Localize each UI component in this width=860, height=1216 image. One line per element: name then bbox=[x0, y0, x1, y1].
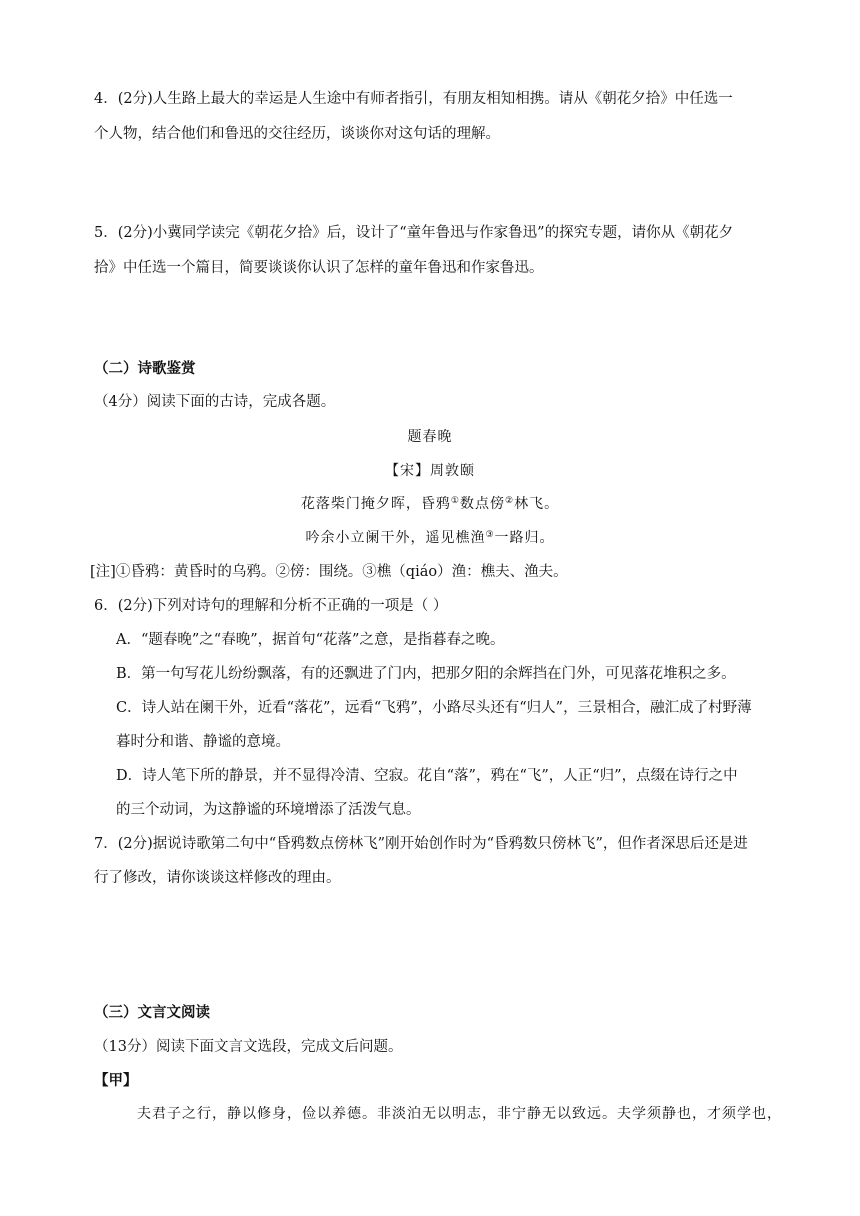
question-6-option-c-line-1: C．诗人站在阑干外，近看“落花”，远看“飞鸦”，小路尽头还有“归人”，三景相合，融汇成了村野薄 bbox=[116, 700, 752, 716]
poem-line-2 bbox=[0, 528, 860, 548]
footnote-marker-3: ③ bbox=[485, 530, 495, 540]
question-6-option-c-line-2: 暮时分和谐、静谧的意境。 bbox=[116, 734, 290, 750]
section-2-intro: （4分）阅读下面的古诗，完成各题。 bbox=[94, 394, 336, 410]
question-4-line-2: 个人物，结合他们和鲁迅的交往经历，谈谈你对这句话的理解。 bbox=[94, 126, 500, 142]
poem-line-2-part-a: 吟余小立阑干外，遥见樵渔 bbox=[305, 530, 486, 546]
question-6-stem: 6．(2分)下列对诗句的理解和分析不正确的一项是（ ） bbox=[94, 598, 448, 614]
question-7-line-2: 行了修改，请你谈谈这样修改的理由。 bbox=[94, 870, 341, 886]
question-6-option-a: A．“题春晚”之“春晚”，据首句“花落”之意，是指暮春之晚。 bbox=[116, 632, 505, 648]
question-6-option-d-line-1: D．诗人笔下所的静景，并不显得冷清、空寂。花自“落”，鸦在“飞”，人正“归”，点缀在诗行之中 bbox=[116, 768, 738, 784]
question-4-line-1: 4．(2分)人生路上最大的幸运是人生途中有师者指引，有朋友相知相携。请从《朝花夕拾》中任选一 bbox=[94, 91, 733, 107]
question-5-line-1: 5．(2分)小冀同学读完《朝花夕拾》后，设计了“童年鲁迅与作家鲁迅”的探究专题，请你从《朝花夕 bbox=[94, 225, 734, 241]
footnote-marker-1: ① bbox=[450, 496, 460, 506]
question-5-line-2: 拾》中任选一个篇目，简要谈谈你认识了怎样的童年鲁迅和作家鲁迅。 bbox=[94, 260, 544, 276]
question-6-option-b: B．第一句写花儿纷纷飘落，有的还飘进了门内，把那夕阳的余辉挡在门外，可见落花堆积之多。 bbox=[116, 666, 736, 682]
poem-title: 题春晚 bbox=[407, 429, 453, 445]
passage-label-jia: 【甲】 bbox=[94, 1072, 138, 1089]
poem-line-1-part-a: 花落柴门掩夕晖，昏鸦 bbox=[300, 496, 451, 512]
poem-line-2-part-b: 一路归。 bbox=[494, 530, 555, 546]
poem-note: [注]①昏鸦：黄昏时的乌鸦。②傍：围绕。③樵（qiáo）渔：樵夫、渔夫。 bbox=[90, 564, 568, 580]
section-2-heading: （二）诗歌鉴赏 bbox=[94, 360, 196, 377]
question-6-option-d-line-2: 的三个动词，为这静谧的环境增添了活泼气息。 bbox=[116, 802, 421, 818]
poem-author: 【宋】周敦颐 bbox=[385, 463, 475, 479]
poem-line-1-part-c: 林飞。 bbox=[514, 496, 560, 512]
footnote-marker-2: ② bbox=[505, 496, 515, 506]
section-3-heading: （三）文言文阅读 bbox=[94, 1004, 210, 1021]
passage-jia-line-1: 夫君子之行，静以修身，俭以养德。非淡泊无以明志，非宁静无以致远。夫学须静也，才须学也， bbox=[137, 1106, 782, 1122]
poem-line-1 bbox=[0, 494, 860, 514]
poem-line-1-part-b: 数点傍 bbox=[460, 496, 505, 512]
question-7-line-1: 7．(2分)据说诗歌第二句中“昏鸦数点傍林飞”刚开始创作时为“昏鸦数只傍林飞”，但作者深思后还是进 bbox=[94, 836, 748, 852]
section-3-intro: （13分）阅读下面文言文选段，完成文后问题。 bbox=[94, 1039, 403, 1055]
